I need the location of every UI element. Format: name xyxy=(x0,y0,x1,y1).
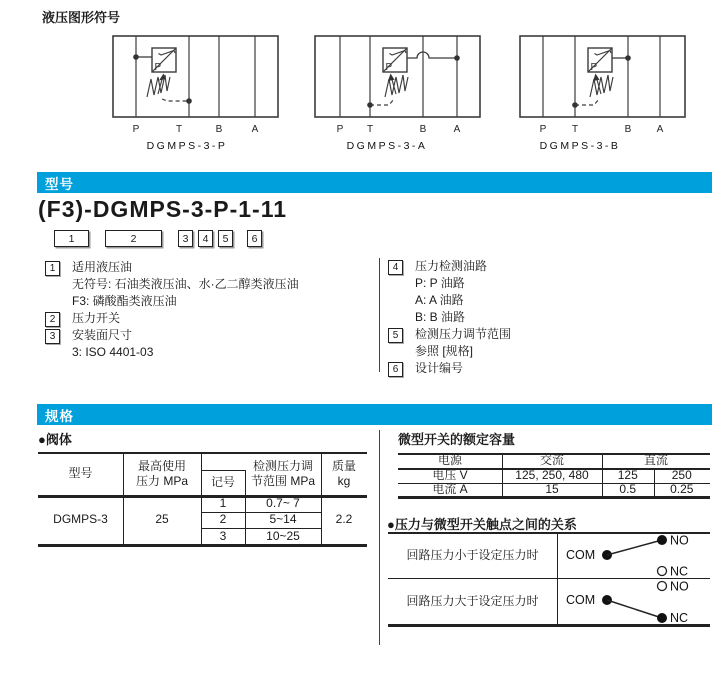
t-line-tap-dot xyxy=(572,102,578,108)
range-symbol-2: 2 xyxy=(219,512,227,527)
position-box-5: 5 xyxy=(218,230,233,247)
note-1 xyxy=(45,259,375,310)
ms-current-ac: 15 xyxy=(545,482,559,496)
model-notes-right xyxy=(388,258,688,377)
note-line: 适用液压油 xyxy=(72,260,133,274)
hydraulic-symbol-dgmps-3-p xyxy=(105,30,285,158)
note-3 xyxy=(45,327,375,361)
ms-current-dc2: 0.25 xyxy=(670,482,694,496)
arrow-head xyxy=(388,74,395,82)
note-number-badge: 4 xyxy=(388,260,403,275)
note-line: B: B 油路 xyxy=(415,310,466,324)
port-label-a: A xyxy=(251,124,259,135)
switch-contact-glyph xyxy=(390,51,407,56)
note-6 xyxy=(388,360,688,377)
t-line-tap-dot xyxy=(367,102,373,108)
note-line: 压力检测油路 xyxy=(415,259,488,273)
nc-label: NC xyxy=(670,564,689,579)
micro-switch-title: 微型开关的额定容量 xyxy=(398,432,516,447)
range-value-3: 10~25 xyxy=(266,528,300,543)
valve-pressure-value: 25 xyxy=(155,512,169,526)
nc-terminal-dot-closed xyxy=(657,613,667,623)
note-line: 设计编号 xyxy=(415,361,464,375)
note-number-badge: 6 xyxy=(388,362,403,377)
port-label-t: T xyxy=(175,124,183,135)
port-label-t: T xyxy=(366,124,374,135)
port-label-a: A xyxy=(453,124,461,135)
arrow-head xyxy=(593,74,600,82)
port-label-p: P xyxy=(539,124,547,135)
note-number-badge: 2 xyxy=(45,312,60,327)
contact-diagram-no-closed xyxy=(558,532,710,578)
col-header-mass: 质量 kg xyxy=(331,458,356,488)
note-line: F3: 磷酸酯类液压油 xyxy=(72,294,177,308)
no-label: NO xyxy=(670,579,689,594)
col-header-symbol: 记号 xyxy=(210,475,235,489)
model-section-header-bar xyxy=(37,172,712,193)
contact-relation-title: ●压力与微型开关触点之间的关系 xyxy=(387,517,577,532)
range-value-2: 5~14 xyxy=(269,512,297,527)
col-header-max-pressure: 最高使用 压力 MPa xyxy=(135,458,188,488)
valve-mass-value: 2.2 xyxy=(335,512,353,526)
note-number-badge: 5 xyxy=(388,328,403,343)
b-line-tap-dot xyxy=(625,55,631,61)
table-rule xyxy=(388,624,710,627)
model-code: (F3)-DGMPS-3-P-1-11 xyxy=(38,196,288,222)
position-box-6: 6 xyxy=(247,230,262,247)
spec-column-divider xyxy=(379,430,380,645)
note-line: 无符号: 石油类液压油、水·乙二醇类液压油 xyxy=(72,277,299,291)
nc-label: NC xyxy=(670,611,689,625)
symbol-caption: DGMPS-3-A xyxy=(346,140,428,152)
switch-contact-glyph xyxy=(595,51,612,56)
model-notes-left xyxy=(45,259,375,361)
position-box-3: 3 xyxy=(178,230,193,247)
range-symbol-1: 1 xyxy=(219,495,227,510)
note-line: 参照 [规格] xyxy=(415,344,474,358)
spec-section-title: 规格 xyxy=(45,408,74,424)
switch-contact-glyph xyxy=(159,51,176,56)
port-label-b: B xyxy=(215,124,223,135)
gauge-letter: P xyxy=(154,62,162,73)
relation-row2-label: 回路压力大于设定压力时 xyxy=(406,593,539,608)
notes-column-divider xyxy=(379,258,380,372)
note-line: 安装面尺寸 xyxy=(72,328,133,342)
com-label: COM xyxy=(566,593,596,607)
port-label-b: B xyxy=(624,124,632,135)
ms-voltage-label: 电压 V xyxy=(432,468,468,482)
port-label-t: T xyxy=(571,124,579,135)
note-line: P: P 油路 xyxy=(415,276,465,290)
ms-current-label: 电流 A xyxy=(432,482,468,496)
port-label-a: A xyxy=(656,124,664,135)
port-label-p: P xyxy=(132,124,140,135)
ms-voltage-ac: 125, 250, 480 xyxy=(515,468,589,482)
ms-voltage-dc1: 125 xyxy=(617,468,638,482)
gauge-letter: P xyxy=(590,62,598,73)
no-label: NO xyxy=(670,533,689,548)
ms-voltage-dc2: 250 xyxy=(671,468,692,482)
com-label: COM xyxy=(566,548,596,562)
t-line-tap-dot xyxy=(186,98,192,104)
nc-terminal-circle-open xyxy=(658,567,667,576)
model-section-title: 型号 xyxy=(45,176,74,192)
range-value-1: 0.7~ 7 xyxy=(266,495,300,510)
page-title: 液压图形符号 xyxy=(42,10,121,25)
range-symbol-3: 3 xyxy=(219,528,227,543)
no-terminal-dot-closed xyxy=(657,535,667,545)
p-line-tap-dot xyxy=(133,54,139,60)
col-header-model: 型号 xyxy=(68,466,93,480)
col-header-range: 检测压力调 节范围 MPa xyxy=(250,458,315,488)
position-box-1: 1 xyxy=(54,230,89,247)
position-box-2: 2 xyxy=(105,230,162,247)
ms-header-ac: 交流 xyxy=(539,453,564,467)
position-box-4: 4 xyxy=(198,230,213,247)
a-line-tap-dot xyxy=(454,55,460,61)
note-number-badge: 1 xyxy=(45,261,60,276)
note-2 xyxy=(45,310,375,327)
note-line: 检测压力调节范围 xyxy=(415,327,512,341)
port-label-b: B xyxy=(419,124,427,135)
valve-body-title: ●阀体 xyxy=(38,432,72,447)
symbol-caption: DGMPS-3-P xyxy=(146,140,228,152)
hydraulic-symbol-dgmps-3-b xyxy=(512,30,692,158)
ms-current-dc1: 0.5 xyxy=(619,482,637,496)
gauge-letter: P xyxy=(385,62,393,73)
port-label-p: P xyxy=(336,124,344,135)
table-rule xyxy=(38,544,367,547)
spec-section-header-bar xyxy=(37,404,712,425)
note-line: 压力开关 xyxy=(72,311,121,325)
note-number-badge: 3 xyxy=(45,329,60,344)
relation-row1-label: 回路压力小于设定压力时 xyxy=(406,547,539,562)
ms-header-power: 电源 xyxy=(437,453,462,467)
note-5 xyxy=(388,326,688,360)
contact-diagram-nc-closed xyxy=(558,578,710,624)
hydraulic-symbol-dgmps-3-a xyxy=(307,30,487,158)
symbol-caption: DGMPS-3-B xyxy=(539,140,621,152)
valve-model-value: DGMPS-3 xyxy=(53,512,108,526)
note-line: A: A 油路 xyxy=(415,293,464,307)
no-terminal-circle-open xyxy=(658,582,667,591)
ms-header-dc: 直流 xyxy=(643,453,668,467)
note-line: 3: ISO 4401-03 xyxy=(72,345,154,359)
note-4 xyxy=(388,258,688,326)
